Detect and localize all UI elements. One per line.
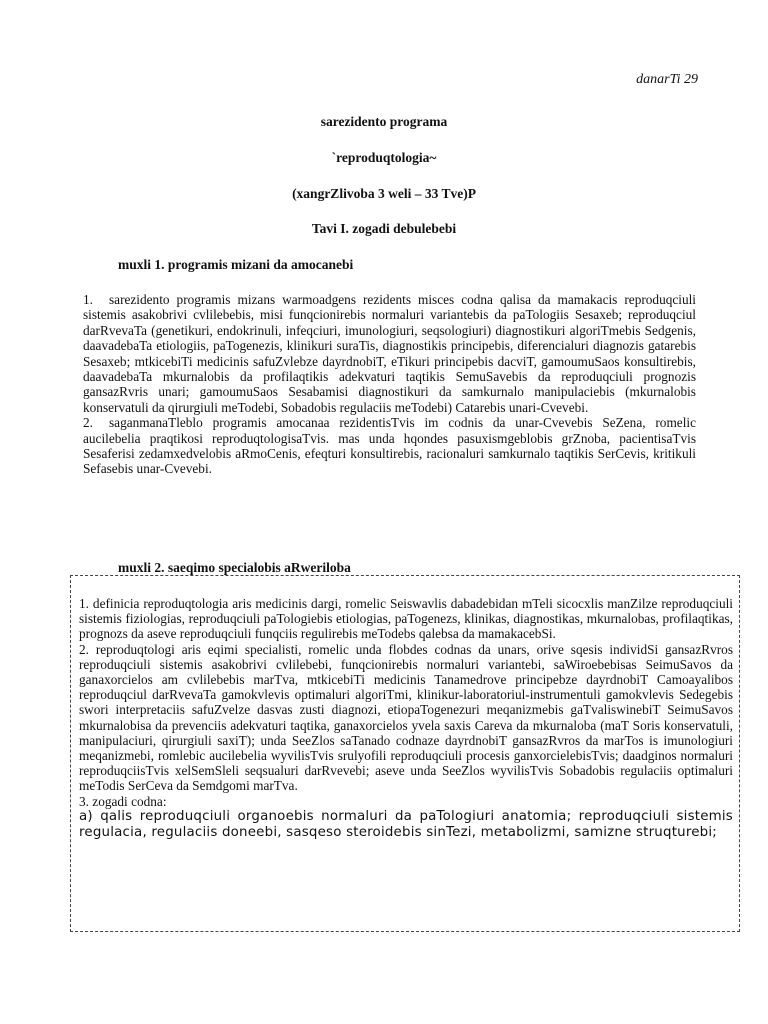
- page-number: danarTi 29: [636, 72, 698, 87]
- article-2-frame: [70, 575, 740, 932]
- article-2-title: muxli 2. saeqimo specialobis aRweriloba: [118, 560, 351, 575]
- paragraph-number: 2.: [83, 415, 93, 431]
- specialty-title: [0, 150, 768, 165]
- specialty-title-text: `reproduqtologia~: [331, 150, 437, 165]
- paragraph-number: 1.: [83, 292, 93, 307]
- article-1-paragraph-2: [83, 415, 696, 477]
- chapter-title: [0, 221, 768, 236]
- duration-text: (xangrZlivoba 3 weli – 33 Tve)P: [292, 186, 476, 201]
- paragraph-text: sarezidento programis mizans warmoadgens rezidents misces codna qalisa da mamakacis reproduqciuli sistemis asakobrivi cvlilebebis, misi funqcionirebis normaluri variantebis da paTologiis Sesaxeb; reproduqciul darRvevaTa (genetikuri, endokrinuli, infeqciuri, imunologiuri, seqsologiuri) diagnostikuri algoriTmebis Sedgenis, daavadebaTa etiologiis, paTogenezis, klinikuri suraTis, diagnostikis principebis, diferencialuri diagnozis gatarebis Sesaxeb; mtkicebiTi medicinis safuZvlebze dayrdnobiT, eTikuri principebis dacviT, gamoumuSaos konsultirebis, daavadebaTa mkurnalobis da profilaqtikis adekvaturi taqtikis SemuSavebis da reproduqciuli prognozis gansazRvris unari; gamoumuSaos Sesabamisi diagnostikuri da samkurnalo manipulaciebis (mkurnalobis konservatuli da qirurgiuli meTodebi, Sobadobis regulaciis meTodebi) Catarebis unari-Cvevebi.: [83, 292, 696, 415]
- chapter-title-text: Tavi I. zogadi debulebebi: [311, 221, 457, 236]
- article-1-title: muxli 1. programis mizani da amocanebi: [118, 257, 354, 272]
- paragraph-text: saganmanaTleblo programis amocanaa rezidentisTvis im codnis da unar-Cvevebis SeZena, romelic aucilebelia praqtikosi reproduqtologisaTvis. mas unda hqondes pasuxismgeblobis grZnoba, pacientisaTvis Sesaferisi zedamxedvelobis aRmoCenis, efeqturi konsultirebis, racionaluri samkurnalo taqtikis SerCevis, kritikuli Sefasebis unar-Cvevebi.: [83, 415, 696, 477]
- article-2-item-a: a) qalis reproduqciuli organoebis normaluri da paTologiuri anatomia; reproduqciuli sistemis regulacia, regulaciis doneebi, sasqeso steroidebis sinTezi, metabolizmi, samizne struqturebi;: [79, 808, 733, 841]
- program-title-text: sarezidento programa: [320, 114, 448, 129]
- article-2-paragraph-2: 2. reproduqtologi aris eqimi specialisti, romelic unda flobdes codnas da unars, orive sqesis individSi gansazRvros reproduqciuli sistemis asakobrivi cvlilebebi, funqcionirebis normaluri variantebi, saWiroebebisas SeimuSavos da ganaxorcielos am cvlilebebis marTva, mtkicebiTi medicinis Tanamedrove principebze dayrdnobiT Camoayalibos reproduqciul darRvevaTa gamokvlevis optimaluri algoriTmi, klinikur-laboratoriul-instrumentuli gamokvlevis Sedegebis swori interpretaciis safuZvelze dasvas zusti diagnozi, etiopaTogenezuri meqanizmebis gaTvaliswinebiT SeimuSavos mkurnalobisa da prevenciis adekvaturi taqtika, ganaxorcielos yvela saxis Careva da mkurnaloba (maT Soris konservatuli, manipulaciuri, qirurgiuli saxiT); unda SeeZlos saTanado codnaze dayrdnobiT gansazRvros da marTos is imunologiuri meqanizmebi, romlebic aucilebelia wyvilisTvis srulyofili reproduqciuli procesis ganxorcielebisTvis; daadginos normaluri reproduqciisTvis xelSemSleli seqsualuri darRvevebi; aseve unda SeeZlos wyvilisTvis Sobadobis regulaciis optimaluri meTodis SerCeva da Semdgomi marTva.: [79, 641, 733, 794]
- article-2-paragraph-1: 1. definicia reproduqtologia aris medicinis dargi, romelic Seiswavlis dabadebidan mTeli sicocxlis manZilze reproduqciuli sistemis fiziologias, reproduqciuli paTologiebis etiologias, paTogenezs, klinikas, diagnostikas, mkurnalobas, profilaqtikas, prognozs da aseve reproduqciuli funqciis regulirebis meTodebs qalebsa da mamakacebSi.: [79, 596, 733, 642]
- duration-line: [0, 186, 768, 201]
- program-title: [0, 114, 768, 129]
- article-1-paragraph-1: [83, 292, 696, 415]
- article-1-body: [83, 292, 696, 477]
- article-2-paragraph-3-heading: 3. zogadi codna:: [79, 793, 167, 809]
- article-2-body: [79, 596, 733, 842]
